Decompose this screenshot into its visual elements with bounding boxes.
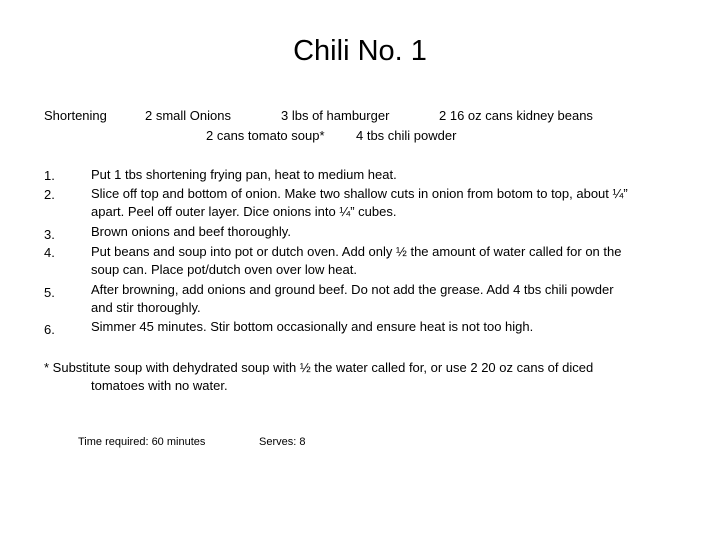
step-number: 3. (44, 227, 55, 242)
step-text (91, 281, 691, 317)
step-line: Simmer 45 minutes. Stir bottom occasionally and ensure heat is not too high. (91, 319, 534, 334)
step-line: and stir thoroughly. (91, 300, 201, 315)
ingredient-onions: 2 small Onions (145, 108, 231, 123)
servings: Serves: 8 (259, 436, 306, 448)
time-required: Time required: 60 minutes (78, 436, 206, 448)
step-text (91, 318, 691, 336)
step-number: 2. (44, 187, 55, 202)
step-line: apart. Peel off outer layer. Dice onions into ¼” cubes. (91, 204, 397, 219)
ingredient-shortening: Shortening (44, 108, 107, 123)
step-number: 1. (44, 168, 55, 183)
step-text (91, 166, 691, 184)
step-line: Brown onions and beef thoroughly. (91, 224, 291, 239)
ingredient-tomato-soup: 2 cans tomato soup* (206, 128, 325, 143)
step-number: 5. (44, 285, 55, 300)
step-line: Put beans and soup into pot or dutch oven. Add only ½ the amount of water called for on the (91, 244, 622, 259)
step-number: 4. (44, 245, 55, 260)
step-text (91, 185, 691, 221)
ingredient-hamburger: 3 lbs of hamburger (281, 108, 390, 123)
step-text (91, 243, 691, 279)
step-text (91, 223, 691, 241)
step-number: 6. (44, 322, 55, 337)
step-line: Slice off top and bottom of onion. Make two shallow cuts in onion from botom to top, about ¼” (91, 186, 628, 201)
footnote-line: tomatoes with no water. (91, 378, 228, 393)
step-line: soup can. Place pot/dutch oven over low heat. (91, 262, 357, 277)
step-line: After browning, add onions and ground beef. Do not add the grease. Add 4 tbs chili powder (91, 282, 614, 297)
step-line: Put 1 tbs shortening frying pan, heat to medium heat. (91, 167, 397, 182)
footnote-line: * Substitute soup with dehydrated soup with ½ the water called for, or use 2 20 oz cans of diced (44, 360, 594, 375)
ingredient-kidney-beans: 2 16 oz cans kidney beans (439, 108, 593, 123)
ingredient-chili-powder: 4 tbs chili powder (356, 128, 457, 143)
recipe-title: Chili No. 1 (293, 35, 427, 67)
